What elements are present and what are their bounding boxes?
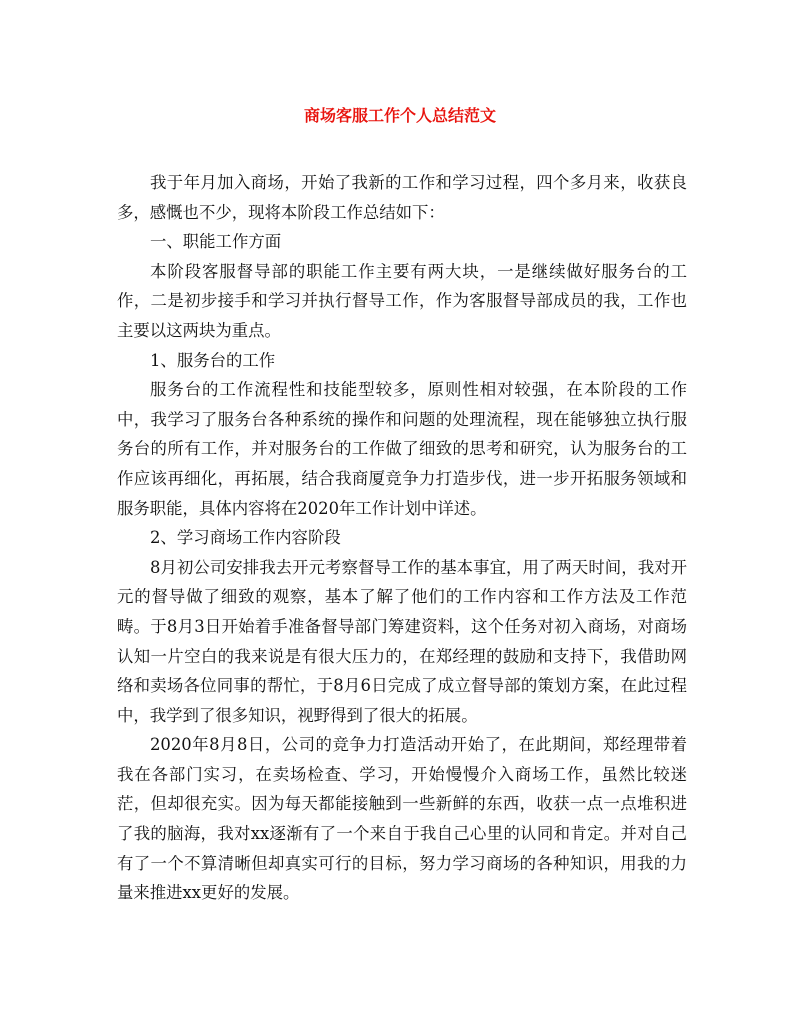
paragraph-service-desk: 服务台的工作流程性和技能型较多，原则性相对较强，在本阶段的工作中，我学习了服务台各种系统的操作和问题的处理流程，现在能够独立执行服务台的所有工作，并对服务台的工作做了细致的思考和研究，认为服务台的工作应该再细化，再拓展，结合我商厦竞争力打造步伐，进一步开拓服务领域和服务职能，具体内容将在2020年工作计划中详述。 [117, 380, 687, 518]
subheading-learning-stage: 2、学习商场工作内容阶段 [150, 528, 341, 548]
subheading-service-desk: 1、服务台的工作 [150, 350, 276, 370]
section-heading-functional-work: 一、职能工作方面 [150, 232, 282, 252]
document-body [117, 168, 687, 908]
paragraph-learning-stage: 8月初公司安排我去开元考察督导工作的基本事宜，用了两天时间，我对开元的督导做了细致的观察，基本了解了他们的工作内容和工作方法及工作范畴。于8月3日开始着手准备督导部门筹建资料，这个任务对初入商场，对商场认知一片空白的我来说是有很大压力的，在郑经理的鼓励和支持下，我借助网络和卖场各位同事的帮忙，于8月6日完成了成立督导部的策划方案，在此过程中，我学到了很多知识，视野得到了很大的拓展。 [117, 557, 687, 725]
paragraph-functional-work: 本阶段客服督导部的职能工作主要有两大块，一是继续做好服务台的工作，二是初步接手和学习并执行督导工作，作为客服督导部成员的我，工作也主要以这两块为重点。 [117, 261, 687, 340]
paragraph-intro: 我于年月加入商场，开始了我新的工作和学习过程，四个多月来，收获良多，感慨也不少，现将本阶段工作总结如下： [117, 173, 687, 222]
document-title: 商场客服工作个人总结范文 [303, 106, 496, 125]
paragraph-competitiveness: 2020年8月8日，公司的竞争力打造活动开始了，在此期间，郑经理带着我在各部门实习，在卖场检查、学习，开始慢慢介入商场工作，虽然比较迷茫，但却很充实。因为每天都能接触到一些新鲜的东西，收获一点一点堆积进了我的脑海，我对xx逐渐有了一个来自于我自己心里的认同和肯定。并对自己有了一个不算清晰但却真实可行的目标，努力学习商场的各种知识，用我的力量来推进xx更好的发展。 [117, 735, 687, 903]
